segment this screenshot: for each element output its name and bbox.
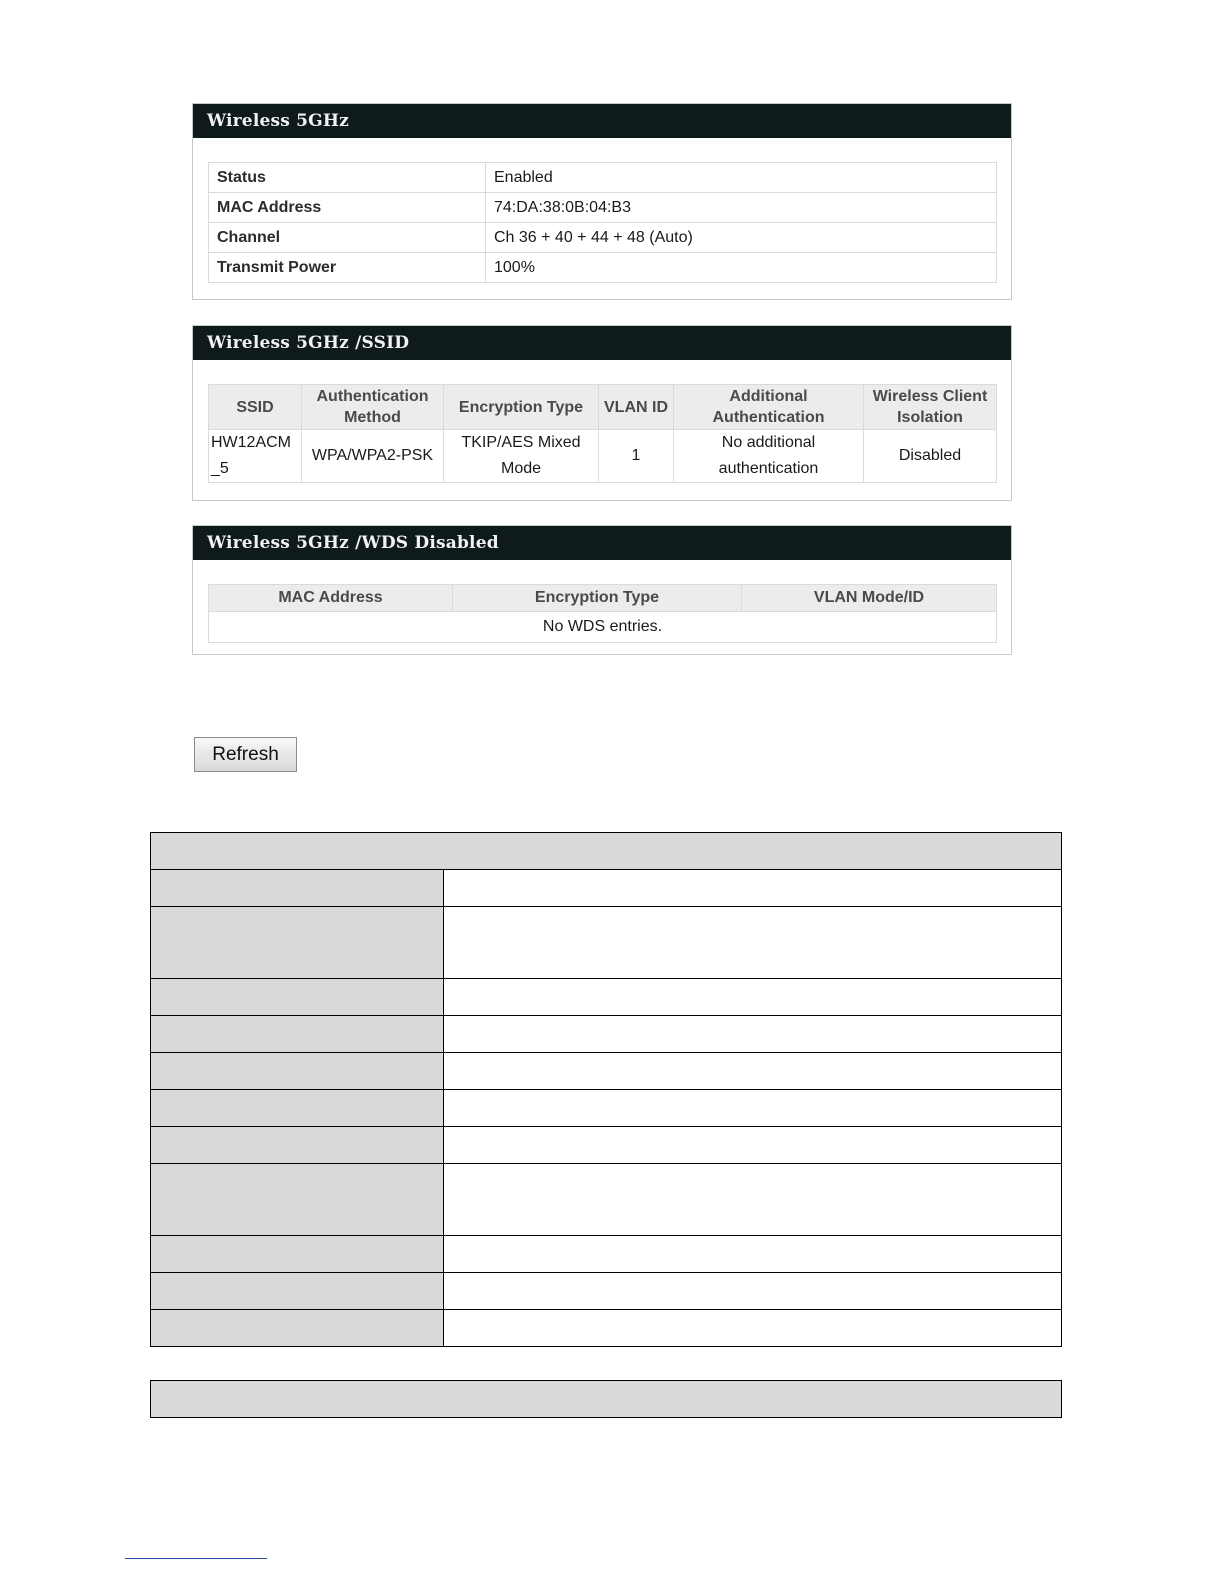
description-text-cell [444,1090,1062,1127]
description-label-cell [151,1273,444,1310]
next-section-header [151,1381,1062,1418]
channel-row [209,223,997,253]
wireless-5ghz-wds-panel [192,525,1012,655]
description-label-cell [151,1310,444,1347]
description-label-cell [151,1053,444,1090]
description-text-cell [444,1127,1062,1164]
wireless-client-isolation-column-header: Wireless Client Isolation [864,385,997,430]
table-row [151,1381,1062,1418]
description-label-cell [151,1127,444,1164]
wireless-5ghz-wds-panel-body [193,560,1011,657]
description-label-cell [151,979,444,1016]
description-text-cell [444,1310,1062,1347]
status-label: Status [209,163,486,193]
table-row [151,1164,1062,1236]
table-row [151,907,1062,979]
footer-divider-line [125,1558,267,1559]
refresh-button[interactable]: Refresh [194,737,297,772]
wds-mac-address-column-header: MAC Address [209,585,453,612]
ssid-table [208,384,997,483]
wireless-5ghz-ssid-panel-body [193,360,1011,497]
wireless-5ghz-ssid-panel [192,325,1012,501]
wireless-client-isolation-cell: Disabled [864,430,997,483]
table-row [209,430,997,483]
ssid-table-header-row [209,385,997,430]
additional-authentication-cell: No additional authentication [674,430,864,483]
mac-address-label: MAC Address [209,193,486,223]
transmit-power-value: 100% [486,253,997,283]
wds-vlan-mode-column-header: VLAN Mode/ID [742,585,997,612]
table-row [151,1090,1062,1127]
wireless-5ghz-wds-panel-title: Wireless 5GHz /WDS Disabled [193,526,1011,560]
wireless-5ghz-panel [192,103,1012,300]
description-label-cell [151,1016,444,1053]
description-table-header [151,833,1062,870]
table-row [151,833,1062,870]
wds-table-header-row [209,585,997,612]
table-row [151,870,1062,907]
mac-address-value: 74:DA:38:0B:04:B3 [486,193,997,223]
description-text-cell [444,1164,1062,1236]
ssid-cell: HW12ACM_5 [209,430,302,483]
ssid-column-header: SSID [209,385,302,430]
description-text-cell [444,870,1062,907]
description-text-cell [444,979,1062,1016]
description-label-cell [151,1090,444,1127]
vlan-id-cell: 1 [599,430,674,483]
status-row [209,163,997,193]
description-table [150,832,1062,1347]
wds-encryption-type-column-header: Encryption Type [453,585,742,612]
description-text-cell [444,1273,1062,1310]
status-value: Enabled [486,163,997,193]
wireless-5ghz-status-table [208,162,997,283]
description-text-cell [444,907,1062,979]
description-text-cell [444,1016,1062,1053]
authentication-method-cell: WPA/WPA2-PSK [302,430,444,483]
channel-value: Ch 36 + 40 + 44 + 48 (Auto) [486,223,997,253]
next-section-table [150,1380,1062,1418]
additional-authentication-column-header: Additional Authentication [674,385,864,430]
table-row [151,1310,1062,1347]
mac-address-row [209,193,997,223]
encryption-type-column-header: Encryption Type [444,385,599,430]
table-row [151,1236,1062,1273]
description-label-cell [151,1164,444,1236]
transmit-power-label: Transmit Power [209,253,486,283]
description-text-cell [444,1236,1062,1273]
transmit-power-row [209,253,997,283]
wireless-5ghz-ssid-panel-title: Wireless 5GHz /SSID [193,326,1011,360]
wds-empty-message: No WDS entries. [209,612,997,643]
description-text-cell [444,1053,1062,1090]
table-row [151,1016,1062,1053]
authentication-method-column-header: Authentication Method [302,385,444,430]
encryption-type-cell: TKIP/AES Mixed Mode [444,430,599,483]
description-label-cell [151,907,444,979]
table-row [209,612,997,643]
table-row [151,1053,1062,1090]
vlan-id-column-header: VLAN ID [599,385,674,430]
wireless-5ghz-panel-title: Wireless 5GHz [193,104,1011,138]
table-row [151,979,1062,1016]
description-label-cell [151,870,444,907]
description-label-cell [151,1236,444,1273]
wds-table [208,584,997,643]
table-row [151,1273,1062,1310]
channel-label: Channel [209,223,486,253]
table-row [151,1127,1062,1164]
wireless-5ghz-panel-body [193,138,1011,297]
